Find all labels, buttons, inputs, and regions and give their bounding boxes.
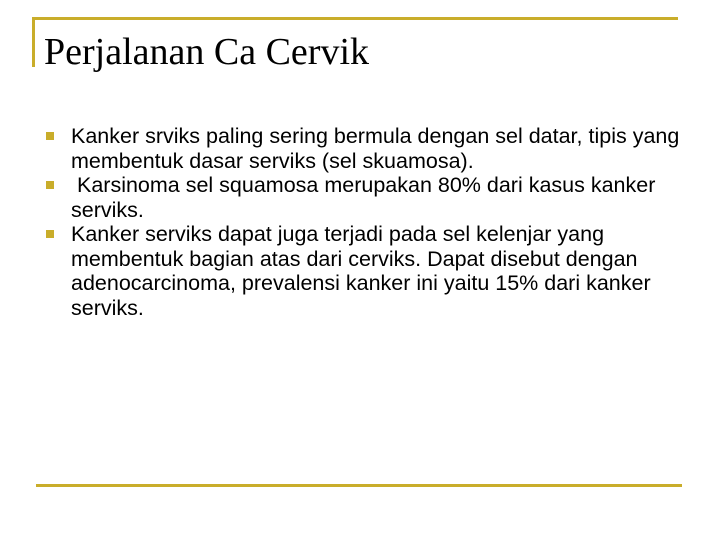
square-bullet-icon: [46, 230, 54, 238]
frame-bottom-rule: [36, 484, 682, 487]
bullet-text: Karsinoma sel squamosa merupakan 80% dari kasus kanker serviks.: [71, 173, 662, 222]
bullet-text: Kanker srviks paling sering bermula dengan sel datar, tipis yang membentuk dasar serviks (sel skuamosa).: [71, 124, 680, 173]
square-bullet-icon: [46, 132, 54, 140]
bullet-list: [44, 124, 684, 320]
bullet-item: [44, 222, 684, 320]
frame-top-rule: [32, 17, 678, 20]
bullet-item: [44, 173, 684, 222]
bullet-text: Kanker serviks dapat juga terjadi pada sel kelenjar yang membentuk bagian atas dari cerviks. Dapat disebut dengan adenocarcinoma, prevalensi kanker ini yaitu 15% dari kanker serviks.: [71, 222, 651, 320]
bullet-item: [44, 124, 684, 173]
square-bullet-icon: [46, 181, 54, 189]
frame-left-rule: [32, 17, 35, 67]
slide-title: Perjalanan Ca Cervik: [44, 31, 370, 73]
